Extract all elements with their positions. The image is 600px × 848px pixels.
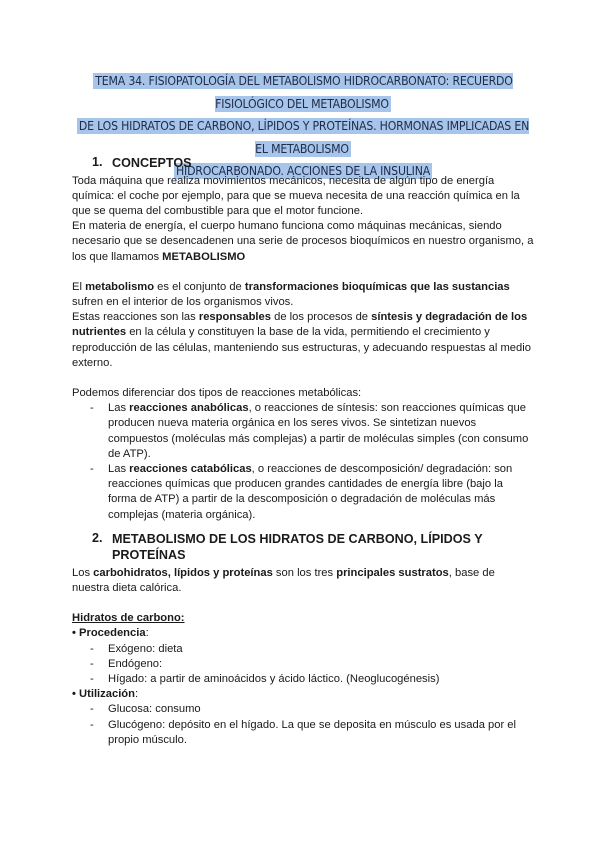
bold-label: Procedencia: [79, 627, 146, 640]
underlined-subheading: Hidratos de carbono:: [72, 612, 185, 625]
text: en la célula y constituyen la base de la vida, permitiendo el crecimiento y reproducción de las células, manteniendo sus estructuras, y adecuando respuestas al medio externo.: [72, 326, 531, 369]
bullet-icon: •: [72, 627, 76, 640]
list-item: [72, 462, 534, 523]
text: :: [145, 627, 149, 640]
title-line-2: DE LOS HIDRATOS DE CARBONO, LÍPIDOS Y PROTEÍNAS. HORMONAS IMPLICADAS EN EL METABOLISMO: [78, 119, 530, 156]
section-number: 1.: [92, 155, 103, 169]
text: Estas reacciones son las: [72, 311, 199, 324]
dash-bullet: -: [90, 462, 94, 475]
dash-bullet: -: [90, 703, 94, 716]
text: Glucosa: consumo: [108, 703, 201, 716]
list-item: [72, 642, 534, 657]
paragraph: [72, 280, 534, 310]
document-body: [72, 155, 534, 748]
text: , o reacciones de síntesis: son reacciones químicas que producen nueva materia orgánica en los seres vivos. Se sintetizan nuevos compuestos (moléculas más complejas) a partir de moléculas simples (con consumo de ATP).: [108, 402, 529, 460]
bold-text: reacciones anabólicas: [129, 402, 249, 415]
section-title: METABOLISMO DE LOS HIDRATOS DE CARBONO, LÍPIDOS Y PROTEÍNAS: [112, 531, 483, 563]
bullet-icon: •: [72, 688, 76, 701]
dash-bullet: -: [90, 657, 94, 670]
bold-text: metabolismo: [85, 280, 155, 293]
section-heading-conceptos: [92, 155, 534, 172]
reaction-list: [72, 401, 534, 523]
paragraph: [72, 566, 534, 596]
text: Los: [72, 566, 94, 579]
bold-text: carbohidratos, lípidos y proteínas: [93, 566, 273, 579]
utilizacion-label: [72, 687, 534, 702]
text: , o reacciones de descomposición/ degradación: son reacciones químicas que producen grandes cantidades de energía libre (bajo la forma de ATP) a partir de la descomposición o degradación de moléculas más complejas (materia orgánica).: [108, 462, 513, 521]
text: Endógeno:: [108, 657, 163, 670]
paragraph: Podemos diferenciar dos tipos de reacciones metabólicas:: [72, 386, 362, 399]
paragraph: Toda máquina que realiza movimientos mecánicos, necesita de algún tipo de energía química: el coche por ejemplo, para que se mueva necesita de una reacción química en la que se quema del combustible para que el motor funcione.: [72, 174, 520, 217]
paragraph: [72, 310, 534, 371]
text: El: [72, 280, 86, 293]
bold-label: Utilización: [79, 688, 135, 701]
text: Las: [108, 402, 130, 415]
dash-bullet: -: [90, 402, 94, 415]
text: Exógeno: dieta: [108, 642, 183, 655]
text: es el conjunto de: [154, 280, 245, 293]
bold-text: reacciones catabólicas: [129, 462, 252, 475]
bold-text: síntesis y degradación de los nutrientes: [72, 311, 528, 339]
dash-bullet: -: [90, 718, 94, 731]
dash-bullet: -: [90, 672, 94, 685]
title-line-3: HIDROCARBONADO. ACCIONES DE LA INSULINA: [175, 164, 431, 178]
list-item: [72, 718, 534, 748]
procedencia-list: [72, 642, 534, 688]
text: Glucógeno: depósito en el hígado. La que se deposita en músculo es usada por el propio músculo.: [108, 718, 517, 746]
list-item: [72, 702, 534, 717]
section-title: CONCEPTOS: [112, 156, 192, 170]
text: :: [134, 688, 139, 701]
text: Las: [108, 462, 130, 475]
procedencia-label: [72, 626, 534, 641]
text: Hígado: a partir de aminoácidos y ácido láctico. (Neoglucogénesis): [108, 672, 440, 685]
list-item: [72, 401, 534, 462]
text: En materia de energía, el cuerpo humano funciona como máquinas mecánicas, siendo necesario que se desencadenen una serie de procesos bioquímicos en nuestro organismo, a los que llamamos: [72, 220, 534, 263]
paragraph: [72, 219, 534, 265]
bold-text: transformaciones bioquímicas que las sustancias: [244, 280, 510, 293]
dash-bullet: -: [90, 642, 94, 655]
text: , base de nuestra dieta calórica.: [72, 566, 495, 594]
subheading-hidratos: [72, 611, 534, 626]
bold-text: responsables: [198, 311, 271, 324]
title-line-1: TEMA 34. FISIOPATOLOGÍA DEL METABOLISMO HIDROCARBONATO: RECUERDO FISIOLÓGICO DEL METABOLISMO: [95, 74, 513, 111]
list-item: [72, 657, 534, 672]
text: sufren en el interior de los organismos vivos.: [72, 295, 294, 308]
section-number: 2.: [92, 530, 103, 545]
list-item: [72, 672, 534, 687]
text: son los tres: [272, 566, 337, 579]
utilizacion-list: [72, 702, 534, 748]
bold-text: principales sustratos: [336, 566, 449, 579]
bold-text: METABOLISMO: [162, 250, 246, 263]
text: de los procesos de: [271, 311, 372, 324]
section-heading-metabolismo: [92, 531, 534, 564]
